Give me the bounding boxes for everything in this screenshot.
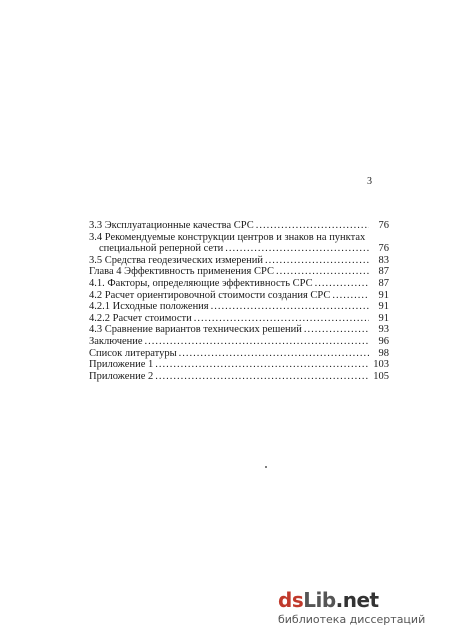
toc-title: 4.3 Сравнение вариантов технических решений (89, 324, 302, 336)
toc-row (89, 232, 389, 244)
toc-page: 91 (378, 301, 389, 313)
toc-title: Приложение 1 (89, 359, 154, 371)
watermark-subtitle: библиотека диссертаций (278, 613, 426, 626)
toc-page: 105 (373, 370, 389, 382)
toc-title: Глава 4 Эффективность применения СРС (89, 266, 274, 278)
toc-page: 91 (378, 312, 389, 324)
toc-title: Приложение 2 (89, 370, 154, 382)
toc-title: Список литературы (89, 347, 177, 359)
toc-page: 76 (378, 243, 389, 255)
toc-title: 4.2.1 Исходные положения (89, 301, 209, 313)
toc-page: 98 (378, 347, 389, 359)
toc-page: 103 (373, 359, 389, 371)
toc-title: 3.4 Рекомендуемые конструкции центров и знаков на пунктах (89, 231, 366, 243)
toc-page: 96 (378, 335, 389, 347)
toc-row (89, 359, 389, 371)
toc-title: специальной реперной сети (99, 243, 224, 255)
toc-page: 87 (378, 266, 389, 278)
toc-row (89, 324, 389, 336)
toc-page: 93 (378, 324, 389, 336)
watermark (278, 588, 438, 628)
watermark-logo: dsLib.net (278, 588, 379, 612)
toc-row (89, 243, 389, 255)
page-number: 3 (367, 176, 372, 187)
toc-row (89, 278, 389, 290)
toc-row (89, 266, 389, 278)
toc-row (89, 371, 389, 383)
toc-page: 87 (378, 277, 389, 289)
toc-title: 4.2.2 Расчет стоимости (89, 312, 192, 324)
toc-title: 4.1. Факторы, определяющие эффективность СРС (89, 277, 313, 289)
toc-title: 3.5 Средства геодезических измерений (89, 254, 264, 266)
toc-row (89, 313, 389, 325)
toc-row (89, 301, 389, 313)
toc-title: 4.2 Расчет ориентировочной стоимости создания СРС (89, 289, 331, 301)
toc-page: 83 (378, 254, 389, 266)
toc-row (89, 290, 389, 302)
toc-title: 3.3 Эксплуатационные качества СРС (89, 220, 254, 231)
toc-row (89, 348, 389, 360)
toc-row (89, 255, 389, 267)
table-of-contents (89, 220, 389, 382)
toc-row (89, 220, 389, 232)
toc-page: 76 (378, 220, 389, 231)
scan-speck (265, 466, 267, 468)
toc-title: Заключение (89, 335, 143, 347)
toc-page: 91 (378, 289, 389, 301)
toc-row (89, 336, 389, 348)
